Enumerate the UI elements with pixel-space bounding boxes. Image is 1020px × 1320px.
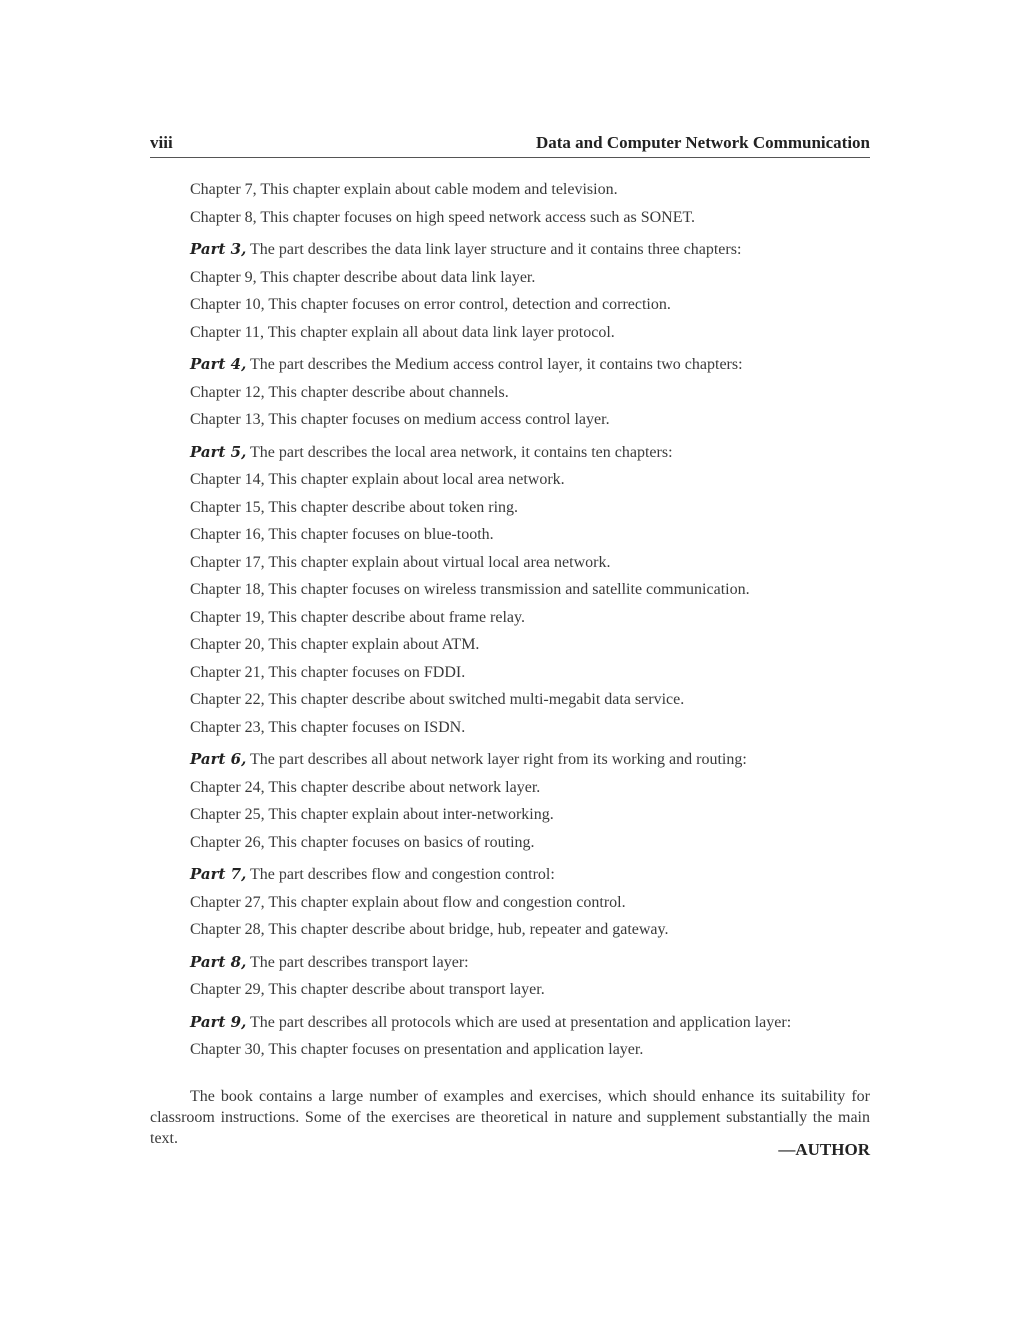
part-label: Part 4, bbox=[190, 355, 247, 373]
part-group-7 bbox=[190, 861, 870, 944]
chapter-line: Chapter 12, This chapter describe about channels. bbox=[190, 383, 509, 401]
part-description: The part describes the Medium access control layer, it contains two chapters: bbox=[246, 356, 743, 373]
part-description: The part describes all about network layer right from its working and routing: bbox=[246, 751, 747, 768]
part-group-4 bbox=[190, 351, 870, 434]
part-line bbox=[190, 236, 870, 264]
chapter-line: Chapter 14, This chapter explain about local area network. bbox=[190, 471, 565, 488]
chapter-line: Chapter 30, This chapter focuses on presentation and application layer. bbox=[190, 1041, 644, 1058]
chapter-line: Chapter 25, This chapter explain about inter-networking. bbox=[190, 806, 554, 823]
part-description: The part describes transport layer: bbox=[246, 953, 469, 971]
part-group-6 bbox=[190, 746, 870, 856]
part-group-9 bbox=[190, 1009, 870, 1064]
part-line bbox=[190, 1009, 870, 1037]
part-label: Part 8, bbox=[190, 952, 247, 971]
chapter-line: Chapter 15, This chapter describe about token ring. bbox=[190, 498, 519, 516]
chapter-line: Chapter 11, This chapter explain all about data link layer protocol. bbox=[190, 323, 615, 341]
part-line bbox=[190, 949, 870, 977]
part-line bbox=[190, 439, 870, 467]
chapter-line: Chapter 19, This chapter describe about frame relay. bbox=[190, 608, 525, 626]
part-group-5 bbox=[190, 439, 870, 742]
running-title: Data and Computer Network Communication bbox=[535, 133, 870, 152]
author-signature: —AUTHOR bbox=[778, 1140, 870, 1159]
chapter-line: Chapter 17, This chapter explain about virtual local area network. bbox=[190, 553, 611, 571]
chapter-line: Chapter 27, This chapter explain about flow and congestion control. bbox=[190, 893, 626, 911]
chapter-line: Chapter 26, This chapter focuses on basics of routing. bbox=[190, 833, 535, 851]
part-line bbox=[190, 861, 870, 889]
closing-paragraph: The book contains a large number of examples and exercises, which should enhance its suitability for classroom instructions. Some of the exercises are theoretical in nature and supplement substantially the main text. bbox=[150, 1088, 870, 1147]
part-label: Part 6, bbox=[190, 750, 247, 768]
chapter-line: Chapter 18, This chapter focuses on wireless transmission and satellite communication. bbox=[190, 581, 750, 598]
part-label: Part 3, bbox=[190, 240, 247, 258]
chapter-line: Chapter 29, This chapter describe about transport layer. bbox=[190, 981, 545, 998]
chapter-line: Chapter 21, This chapter focuses on FDDI. bbox=[190, 663, 466, 681]
part-group-3 bbox=[190, 236, 870, 346]
part-label: Part 9, bbox=[190, 1012, 247, 1031]
chapter-line: Chapter 13, This chapter focuses on medium access control layer. bbox=[190, 411, 610, 428]
part-description: The part describes the local area network, it contains ten chapters: bbox=[246, 443, 673, 461]
part-label: Part 7, bbox=[190, 865, 247, 883]
chapter-line: Chapter 8, This chapter focuses on high speed network access such as SONET. bbox=[190, 208, 696, 226]
part-description: The part describes the data link layer structure and it contains three chapters: bbox=[246, 241, 742, 258]
intro-group bbox=[190, 176, 870, 231]
part-line bbox=[190, 351, 870, 379]
chapter-line: Chapter 22, This chapter describe about switched multi-megabit data service. bbox=[190, 691, 685, 708]
chapter-line: Chapter 24, This chapter describe about network layer. bbox=[190, 778, 541, 796]
page-number: viii bbox=[150, 133, 173, 152]
part-label: Part 5, bbox=[190, 442, 247, 461]
chapter-line: Chapter 9, This chapter describe about data link layer. bbox=[190, 268, 536, 286]
part-description: The part describes all protocols which are used at presentation and application layer: bbox=[246, 1013, 792, 1031]
chapter-list bbox=[190, 176, 870, 1069]
chapter-line: Chapter 16, This chapter focuses on blue-tooth. bbox=[190, 526, 494, 543]
part-group-8 bbox=[190, 949, 870, 1004]
part-description: The part describes flow and congestion control: bbox=[246, 866, 555, 883]
chapter-line: Chapter 7, This chapter explain about cable modem and television. bbox=[190, 181, 618, 198]
chapter-line: Chapter 28, This chapter describe about bridge, hub, repeater and gateway. bbox=[190, 921, 669, 938]
part-line bbox=[190, 746, 870, 774]
chapter-line: Chapter 20, This chapter explain about ATM. bbox=[190, 636, 480, 653]
running-header bbox=[150, 131, 870, 158]
chapter-line: Chapter 23, This chapter focuses on ISDN. bbox=[190, 718, 466, 736]
chapter-line: Chapter 10, This chapter focuses on error control, detection and correction. bbox=[190, 296, 671, 313]
